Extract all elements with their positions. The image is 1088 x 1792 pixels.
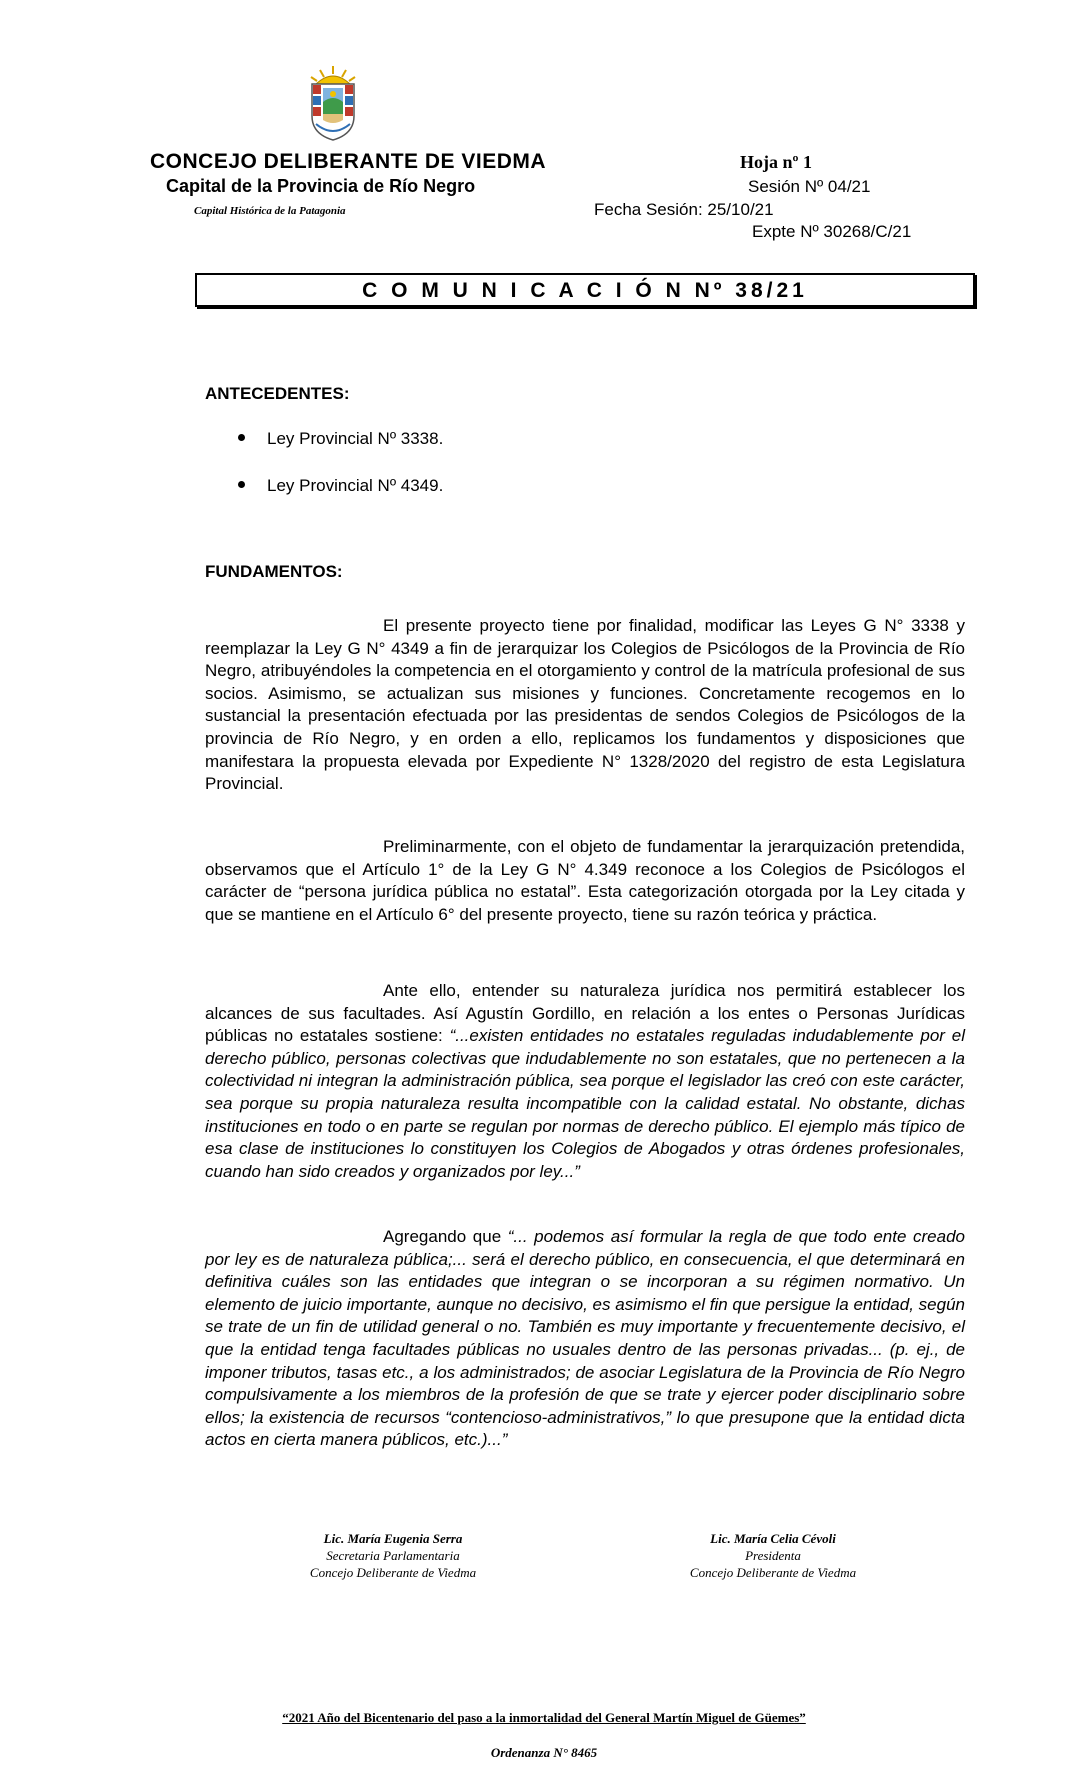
paragraph-text: Preliminarmente, con el objeto de fundamentar la jerarquización pretendida, observamos que el Artículo 1° de la Ley G N° 4.349 reconoce a los Colegios de Psicólogos el carácter de “persona jurídica pública no estatal”. Esta categorización otorgada por la Ley citada y que se mantiene en el Artículo 6° del presente proyecto, tiene su razón teórica y práctica. <box>205 837 965 924</box>
session-number: Sesión Nº 04/21 <box>748 177 871 196</box>
document-title-box <box>195 273 975 307</box>
list-item-text: Ley Provincial Nº 4349. <box>267 476 444 495</box>
paragraph <box>205 615 965 796</box>
paragraph <box>205 836 965 926</box>
paragraph-text: Agregando que <box>383 1227 508 1246</box>
signatory-role: Secretaria Parlamentaria <box>326 1548 460 1563</box>
antecedentes-heading: ANTECEDENTES: <box>205 384 350 403</box>
fundamentos-heading: FUNDAMENTOS: <box>205 562 343 581</box>
signatory-role: Presidenta <box>745 1548 801 1563</box>
organization-tagline: Capital Histórica de la Patagonia <box>194 205 346 217</box>
session-date: Fecha Sesión: 25/10/21 <box>594 200 774 219</box>
signatory-name: Lic. María Celia Cévoli <box>710 1531 836 1546</box>
signature-block-president <box>623 1530 923 1581</box>
file-number: Expte Nº 30268/C/21 <box>752 222 912 241</box>
municipal-seal-icon <box>306 64 360 142</box>
paragraph-text: Ante ello, entender su naturaleza jurídica nos permitirá establecer los alcances de sus facultades. Así Agustín Gordillo, en relación a los entes o Personas Jurídicas públicas no estatales sostiene: <box>205 981 965 1046</box>
signatory-organization: Concejo Deliberante de Viedma <box>689 1565 857 1580</box>
list-item-text: Ley Provincial Nº 3338. <box>267 429 444 448</box>
footer-motto: “2021 Año del Bicentenario del paso a la inmortalidad del General Martín Miguel de Güemes” <box>282 1710 806 1725</box>
sheet-number: Hoja nº 1 <box>740 152 812 172</box>
list-item <box>238 476 443 496</box>
document-title: C O M U N I C A C I Ó N Nº 38/21 <box>362 279 808 302</box>
quoted-text: “...existen entidades no estatales reguladas indudablemente por el derecho público, personas colectivas que indudablemente no son estatales, que no pertenecen a la colectividad ni integran la administración pública, sea porque el legislador las creó con este carácter, sea porque su propia naturaleza resulta incompatible con la calidad estatal. No obstante, dichas instituciones en todo o en parte se regulan por normas de derecho público. El ejemplo más típico de esa clase de instituciones lo constituyen los Colegios de Abogados y otras órdenes profesionales, cuando han sido creados y organizados por ley...” <box>205 1026 966 1181</box>
signatory-name: Lic. María Eugenia Serra <box>323 1531 463 1546</box>
paragraph <box>205 1226 965 1452</box>
bullet-icon <box>238 481 245 488</box>
paragraph-text: El presente proyecto tiene por finalidad, modificar las Leyes G N° 3338 y reemplazar la Ley G N° 4349 a fin de jerarquizar los Colegios de Psicólogos de la Provincia de Río Negro, atribuyéndoles la competencia en el otorgamiento y control de la matrícula profesional de sus socios. Asimismo, se actualizan sus misiones y funciones. Concretamente recogemos en lo sustancial la presentación efectuada por las presidentas de sendos Colegios de Psicólogos de la provincia de Río Negro, y en orden a ello, replicamos los fundamentos y disposiciones que manifestara la propuesta elevada por Expediente N° 1328/2020 del registro de esta Legislatura Provincial. <box>205 616 965 794</box>
organization-name: CONCEJO DELIBERANTE DE VIEDMA <box>150 150 547 173</box>
organization-subtitle: Capital de la Provincia de Río Negro <box>166 176 476 196</box>
paragraph <box>205 980 965 1183</box>
quoted-text: “... podemos así formular la regla de que todo ente creado por ley es de naturaleza pública;... será el derecho público, en consecuencia, el que determinará en definitiva cuáles son las entidades que integran o se incorporan a su régimen normativo. Un elemento de juicio importante, aunque no decisivo, es asimismo el fin que persigue la entidad, según se trate de un fin de utilidad general o no. También es muy importante y frecuentemente decisivo, el que la entidad tenga facultades públicas no usuales dentro de las personas privadas... (p. ej., de imponer tributos, tasas etc., a los administrados; de asociar Legislatura de la Provincia de Río Negro compulsivamente a los miembros de la profesión de que se trate y ejercer poder disciplinario sobre ellos; la existencia de recursos “contencioso-administrativos,” lo que presupone que la entidad dicta actos en cierta manera públicos, etc.)...” <box>205 1227 965 1450</box>
bullet-icon <box>238 434 245 441</box>
list-item <box>238 429 443 449</box>
signature-block-secretary <box>243 1530 543 1581</box>
signatory-organization: Concejo Deliberante de Viedma <box>309 1565 477 1580</box>
footer-ordinance: Ordenanza N° 8465 <box>490 1745 598 1760</box>
